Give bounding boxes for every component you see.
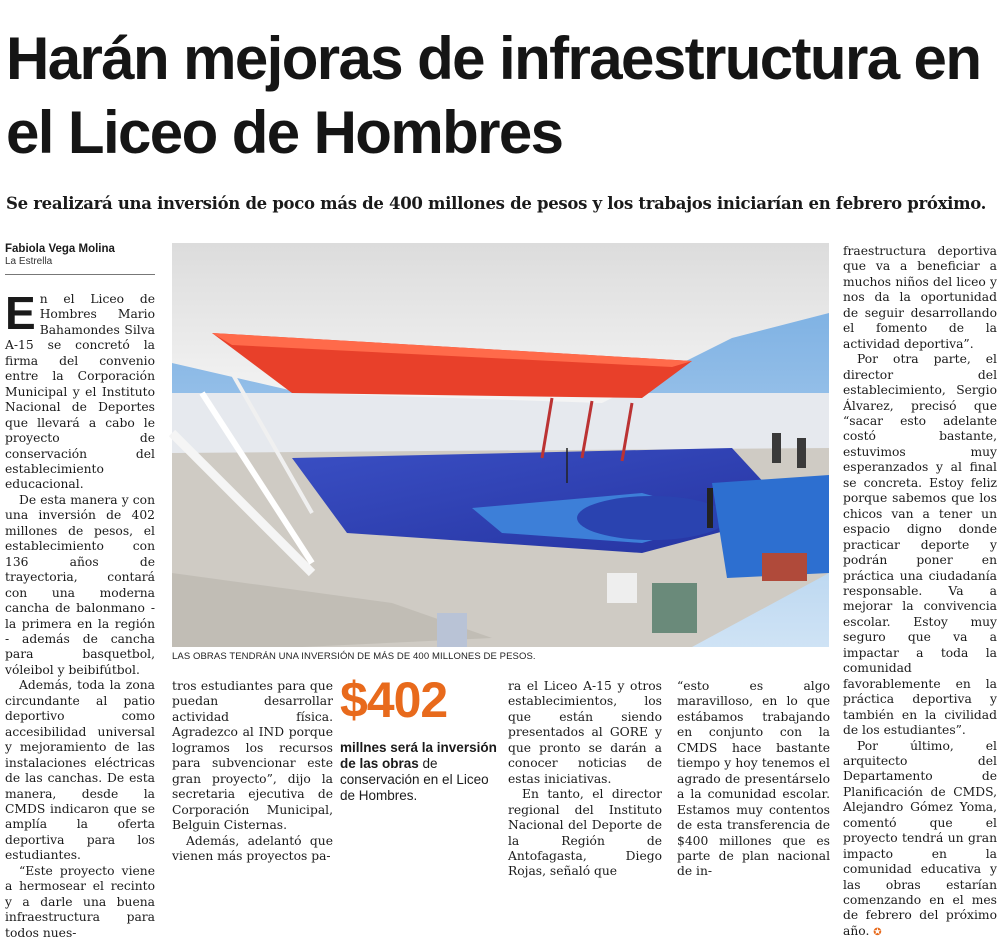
paragraph: fraestructura deportiva que va a beneficiar a muchos niños del liceo y nos da la oportunidad de seguir desarrollando el fomento de la actividad deportiva”. [843, 244, 997, 351]
pull-quote-text [340, 740, 500, 804]
photo-caption: LAS OBRAS TENDRÁN UNA INVERSIÓN DE MÁS DE 400 MILLONES DE PESOS. [172, 651, 536, 662]
paragraph: De esta manera y con una inversión de 402 millones de pesos, el establecimiento con 136 años de trayectoria, contará con una moderna cancha de balonmano - la primera en la región - además de cancha para basquetbol, vóleibol y beibifútbol. [5, 492, 155, 677]
headline: Harán mejoras de infraestructura en el Liceo de Hombres [6, 25, 981, 166]
end-mark-icon: ✪ [873, 926, 882, 938]
pull-quote [340, 670, 500, 804]
body-column-1 [5, 287, 155, 940]
article-photo [172, 243, 829, 647]
body-column-4 [677, 679, 830, 879]
paragraph: En el Liceo de Hombres Mario Bahamondes Silva A-15 se concretó la firma del convenio entre la Corporación Municipal y el Instituto Nacional de Deportes que llevará a cabo le proyecto de conservación del establecimiento educacional. [5, 287, 155, 492]
paragraph: “esto es algo maravilloso, en lo que estábamos trabajando en conjunto con la CMDS hace bastante tiempo y hoy tenemos el agrado de presentárselo a la comunidad escolar. Estamos muy contentos de esta transferencia de $400 millones que es parte de plan nacional de in- [677, 679, 830, 879]
paragraph [843, 739, 997, 941]
body-column-3 [508, 679, 662, 879]
outlet-name: La Estrella [5, 256, 53, 267]
paragraph: tros estudiantes para que puedan desarrollar actividad física. Agradezco al IND porque logramos los recursos para subvencionar este gran proyecto”, dijo la secretaria ejecutiva de Corporación Municipal, Belguin Cisternas. [172, 679, 333, 833]
pull-quote-bold: millnes será la inversión de las obras [340, 740, 497, 771]
byline-divider [5, 274, 155, 275]
paragraph: En tanto, el director regional del Instituto Nacional del Deporte de la Región de Antofagasta, Diego Rojas, señaló que [508, 787, 662, 879]
paragraph-text: Por último, el arquitecto del Departamento de Planificación de CMDS, Alejandro Gómez Yoma, comentó que el proyecto tendrá un gran impacto en la comunidad educativa y las obras estarían comenzando en el mes de febrero del próximo año. [843, 738, 997, 938]
body-column-2 [172, 679, 333, 863]
body-column-5 [843, 244, 997, 938]
pull-quote-rest: de conservación en el Liceo de Hombres. [340, 756, 489, 803]
author-name: Fabiola Vega Molina [5, 243, 115, 255]
paragraph: “Este proyecto viene a hermosear el recinto y a darle una buena infraestructura para todos nues- [5, 863, 155, 940]
subheadline: Se realizará una inversión de poco más de 400 millones de pesos y los trabajos iniciarían en febrero próximo. [6, 194, 987, 213]
paragraph: ra el Liceo A-15 y otros establecimientos, los que están siendo presentados al GORE y que pronto se darán a conocer noticias de estas iniciativas. [508, 679, 662, 786]
pull-quote-figure: $402 [340, 672, 448, 728]
byline [5, 243, 155, 267]
paragraph: Por otra parte, el director del establecimiento, Sergio Álvarez, precisó que “sacar esto adelante costó bastante, estuvimos muy esperanzados y al final se concreta. Estoy feliz porque sabemos que los chicos van a tener un espacio digno donde practicar deporte y podrán poner en práctica una ciudadanía responsable. Va a mejorar la convivencia escolar. Estoy muy seguro que va a impactar a toda la comunidad favorablemente en la práctica deportiva y también en la civilidad de los estudiantes”. [843, 352, 997, 738]
paragraph: Además, adelantó que vienen más proyectos pa- [172, 833, 333, 863]
paragraph: Además, toda la zona circundante al patio deportivo como accesibilidad universal y mejoramiento de las instalaciones eléctricas de las canchas. De esta manera, desde la CMDS indicaron que se amplía la oferta deportiva para los estudiantes. [5, 678, 155, 863]
